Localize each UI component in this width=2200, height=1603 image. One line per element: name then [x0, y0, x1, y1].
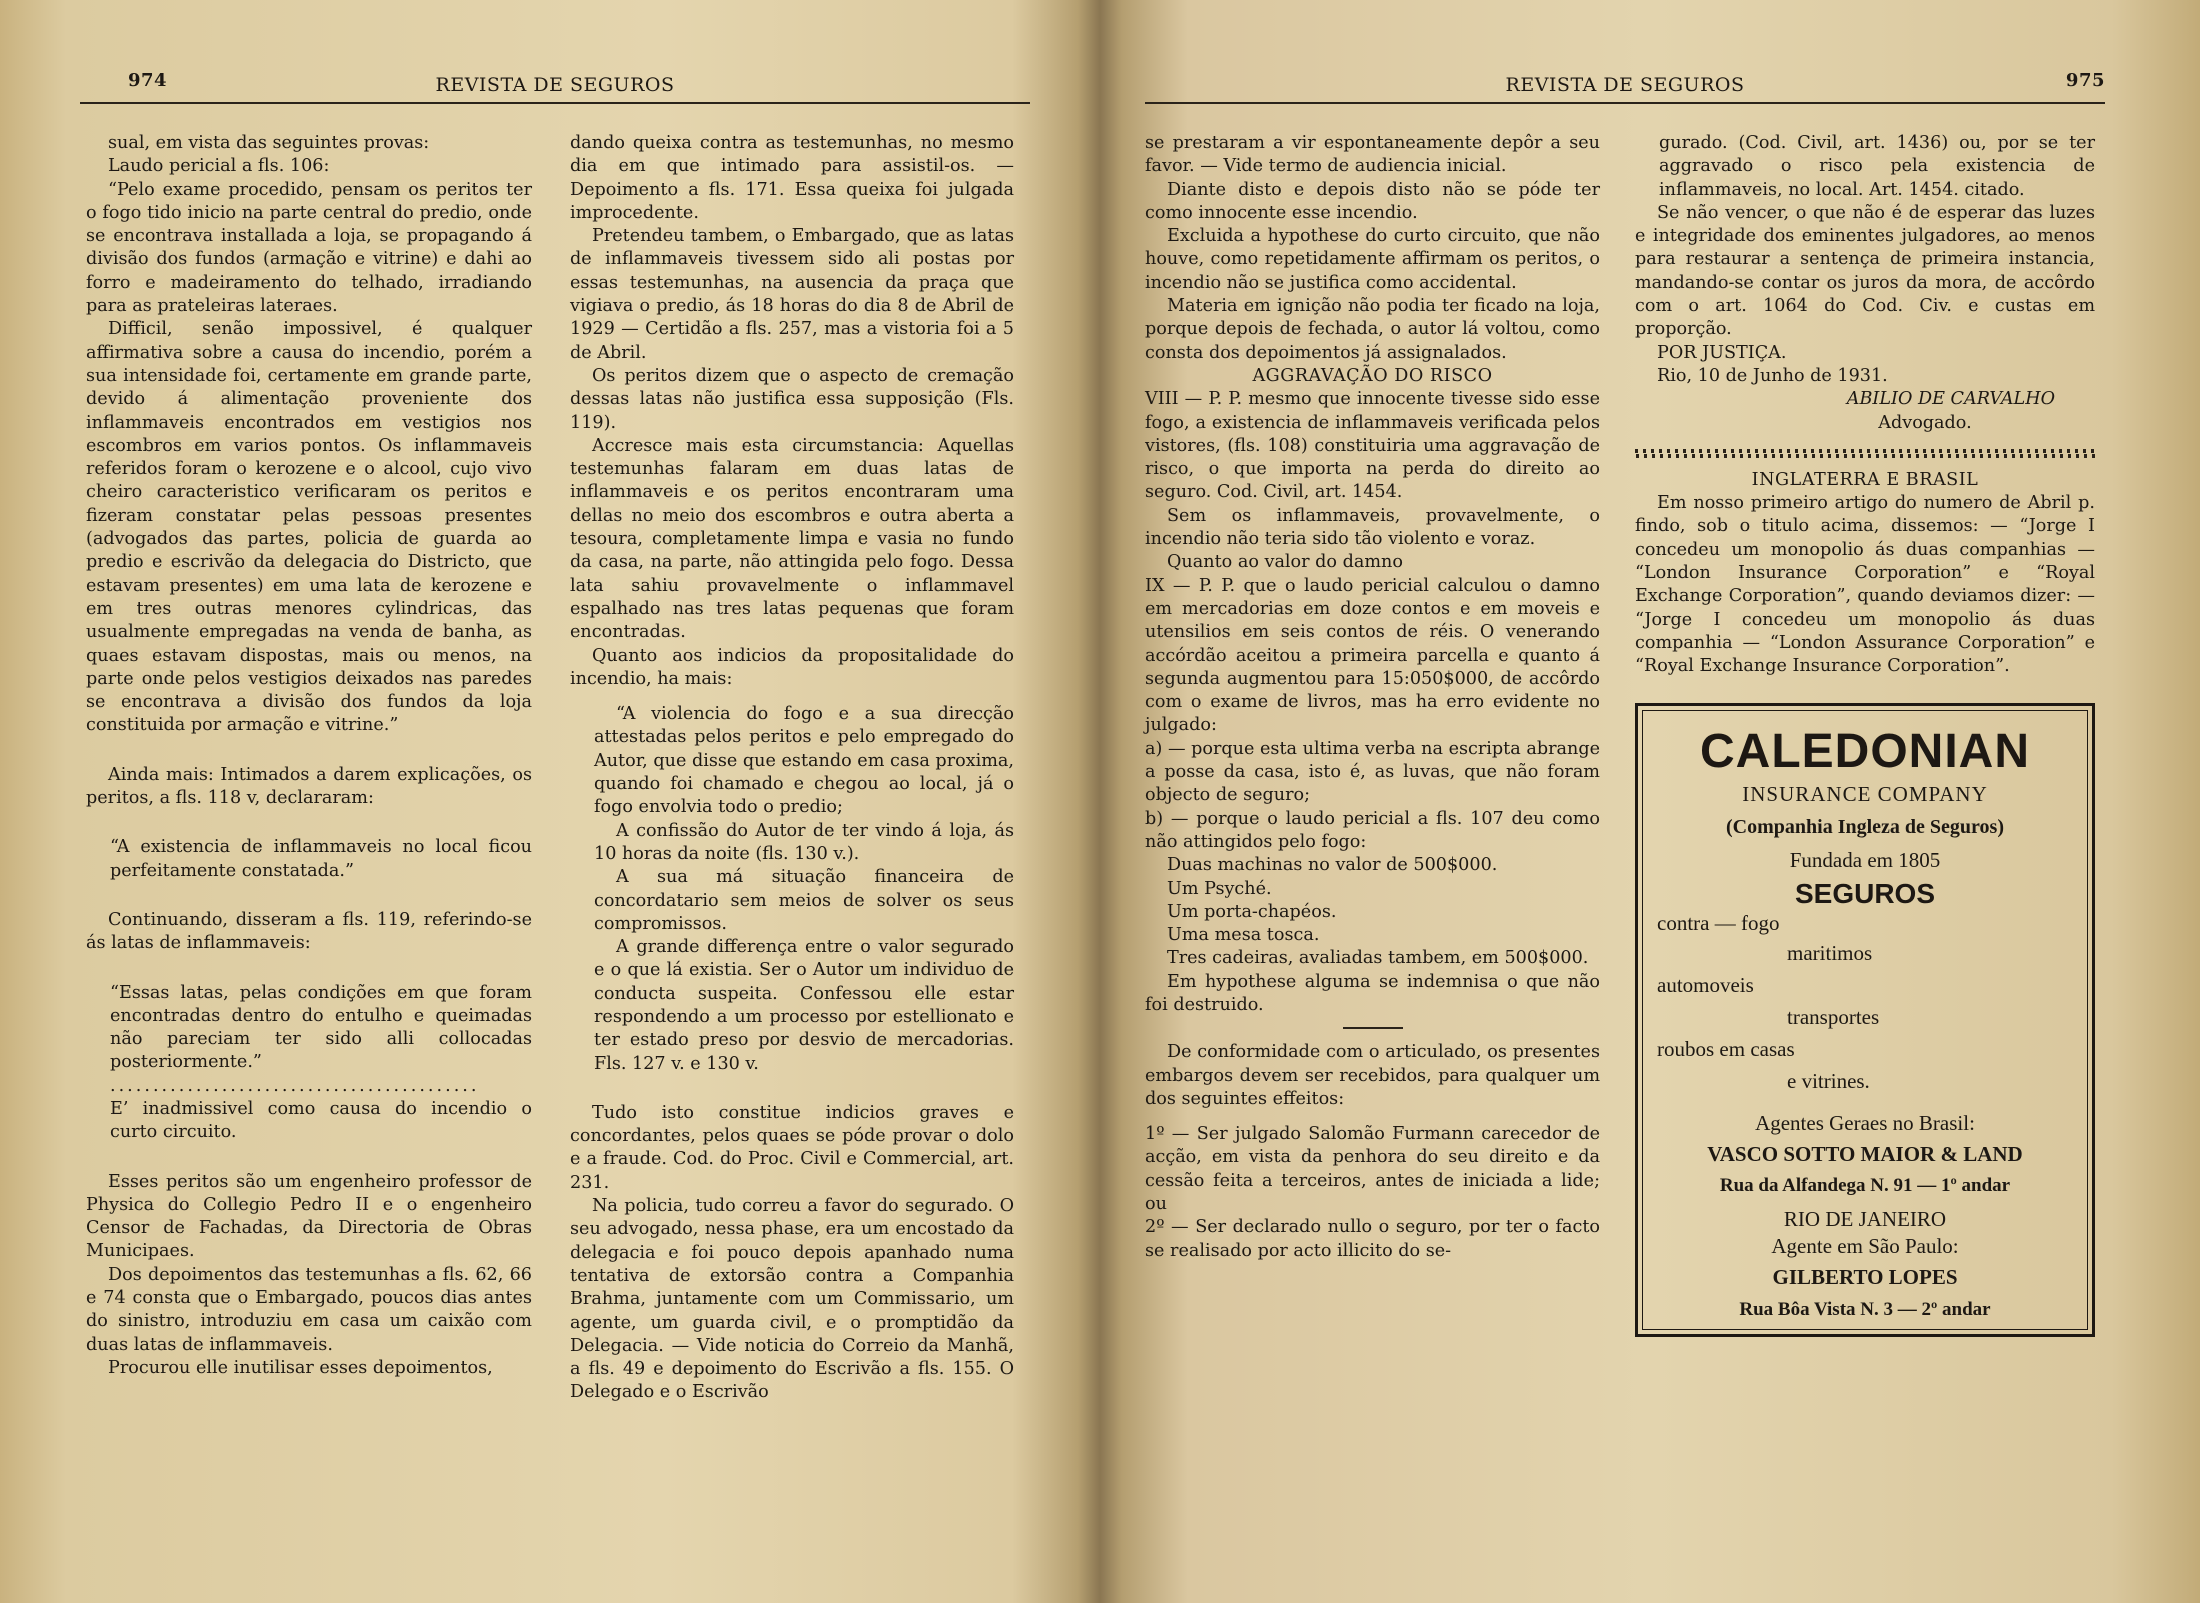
- paragraph: 2º — Ser declarado nullo o seguro, por ter o facto se realisado por acto illicito do se-: [1145, 1217, 1600, 1261]
- paragraph: se prestaram a vir espontaneamente depôr a seu favor. — Vide termo de audiencia inicial.: [1145, 133, 1600, 177]
- spacer: [1145, 1111, 1600, 1123]
- ad-address-rio: Rua da Alfandega N. 91 — 1º andar: [1719, 1175, 2011, 1197]
- paragraph: Difficil, senão impossivel, é qualquer affirmativa sobre a causa do incendio, porém a sua intensidade foi, certamente em grande parte, devido á alimentação proveniente dos inflammaveis encontrados em vestigios nos escombros em varios pontos. Os inflammaveis referidos foram o kerozene e o alcool, cujo vivo cheiro caracteristico verificaram os peritos e fizeram constatar pelas pessoas presentes (advogados das partes, policia de guarda ao predio e escrivão da delegacia do Districto, que estavam presentes) em uma lata de kerozene e em tres outras menores cylindricas, das usualmente empregadas na venda de banha, as quaes estavam dispostas, mais ou menos, na parte onde pelos vestigios deixados nas paredes se encontrava a divisão dos fundos da loja constituida por armação e vitrine.”: [86, 319, 532, 736]
- ad-agent-sp-label: Agente em São Paulo:: [1771, 1233, 1959, 1258]
- ad-subtitle: (Companhia Ingleza de Seguros): [1726, 815, 2004, 838]
- ad-founded: Fundada em 1805: [1789, 848, 1941, 873]
- paragraph: “Pelo exame procedido, pensam os peritos ter o fogo tido inicio na parte central do predio, onde se encontrava installada a loja, se propagando á divisão dos fundos (armação e vitrine) e dahi ao forro e madeiramento do telhado, irradiando para as prateleiras lateraes.: [86, 179, 532, 317]
- text-column-1: [86, 132, 532, 1380]
- paragraph: Dos depoimentos das testemunhas a fls. 62, 66 e 74 consta que o Embargado, poucos dias antes do sinistro, introduziu em casa um caixão com duas latas de inflammaveis.: [86, 1264, 532, 1355]
- paragraph: Quanto ao valor do damno: [1167, 552, 1403, 573]
- article-body: Em nosso primeiro artigo do numero de Abril p. findo, sob o titulo acima, dissemos: — “Jorge I concedeu um monopolio ás duas companhias — “London Insurance Corporation” e “Royal Exchange Corporation”, quando deviamos dizer: — “Jorge I concedeu um monopolio ás duas companhia — “London Assurance Corporation” e “Royal Exchange Insurance Corporation”.: [1635, 493, 2095, 677]
- page-number: 974: [128, 70, 168, 91]
- paragraph: Excluida a hypothese do curto circuito, que não houve, como repetidamente affirmam os peritos, o incendio não se justifica como accidental.: [1145, 226, 1600, 293]
- ad-coverage-list: [1657, 912, 2073, 1108]
- paragraph: Procurou elle inutilisar esses depoimentos,: [108, 1357, 493, 1378]
- paragraph: dando queixa contra as testemunhas, no mesmo dia em que intimado para assistil-os. — Depoimento a fls. 171. Essa queixa foi julgada improcedente.: [570, 133, 1014, 223]
- paragraph: Quanto aos indicios da propositalidade do incendio, ha mais:: [570, 645, 1014, 689]
- paragraph: “A violencia do fogo e a sua direcção attestadas pelos peritos e pelo empregado do Autor, que disse que estando em casa proxima, quando foi chamado e chegou ao local, já o fogo envolvia todo o predio;: [594, 704, 1015, 818]
- text-column-1: [1145, 132, 1600, 1263]
- paragraph: Sem os inflammaveis, provavelmente, o incendio não teria sido tão violento e voraz.: [1145, 505, 1600, 550]
- text-column-2: [570, 132, 1014, 1405]
- paragraph: Materia em ignição não podia ter ficado na loja, porque depois de fechada, o autor lá voltou, como consta dos depoimentos já assignalados.: [1145, 296, 1600, 363]
- paragraph: b) — porque o laudo pericial a fls. 107 deu como não attingidos pelo fogo:: [1145, 808, 1600, 852]
- paragraph: Uma mesa tosca.: [1167, 925, 1320, 946]
- right-page: [1145, 0, 2105, 1603]
- running-head-title: REVISTA DE SEGUROS: [435, 74, 675, 96]
- decorative-border: [1635, 447, 2095, 459]
- paragraph: Em hypothese alguma se indemnisa o que não foi destruido.: [1145, 971, 1600, 1015]
- left-page: [80, 0, 1030, 1603]
- running-header: [80, 62, 1030, 102]
- spacer: [86, 956, 532, 982]
- ad-agent-sp: GILBERTO LOPES: [1772, 1265, 1958, 1290]
- paragraph: POR JUSTIÇA.: [1657, 342, 1787, 363]
- paragraph: sual, em vista das seguintes provas:: [108, 133, 430, 153]
- page-number: 975: [2065, 70, 2105, 91]
- paragraph: Rio, 10 de Junho de 1931.: [1657, 365, 1888, 386]
- running-header: [1145, 62, 2105, 102]
- paragraph: Pretendeu tambem, o Embargado, que as latas de inflammaveis tivessem sido ali postas por essas testemunhas, na ausencia da praça que vigiava o predio, ás 18 horas do dia 8 de Abril de 1929 — Certidão a fls. 257, mas a vistoria foi a 5 de Abril.: [570, 226, 1014, 363]
- coverage-item: transportes: [1787, 1004, 1880, 1029]
- closing-text: [1635, 132, 2095, 388]
- paragraph: Um porta-chapéos.: [1167, 901, 1337, 922]
- header-rule: [1145, 102, 2105, 104]
- ad-agents: VASCO SOTTO MAIOR & LAND: [1707, 1142, 2023, 1167]
- signature-role: Advogado.: [1878, 412, 1972, 433]
- coverage-item: contra — fogo: [1657, 910, 1780, 935]
- paragraph: A confissão do Autor de ter vindo á loja, ás 10 horas da noite (fls. 130 v.).: [594, 820, 1014, 864]
- paragraph: Na policia, tudo correu a favor do segurado. O seu advogado, nessa phase, era um encostado da delegacia e foi pouco depois apanhado numa tentativa de extorsão contra a Companhia Brahma, juntamente com um Commissario, um agente, um guarda civil, e o promptidão da Delegacia. — Vide noticia do Correio da Manhã, a fls. 49 e depoimento do Escrivão a fls. 155. O Delegado e o Escrivão: [570, 1196, 1014, 1403]
- paragraph: Um Psyché.: [1167, 878, 1272, 899]
- ad-brand: CALEDONIAN: [1700, 724, 2030, 778]
- paragraph: 1º — Ser julgado Salomão Furmann carecedor de acção, em vista da penhora do seu direito e da cessão feita a terceiros, antes de iniciada a lide; ou: [1145, 1124, 1600, 1215]
- text-column-2: [1635, 132, 2095, 1337]
- spacer: [86, 738, 532, 764]
- ad-address-sp: Rua Bôa Vista N. 3 — 2º andar: [1739, 1298, 1991, 1320]
- running-head-title: REVISTA DE SEGUROS: [1505, 74, 1745, 96]
- paragraph: Accresce mais esta circumstancia: Aquellas testemunhas falaram em duas latas de inflammaveis e os peritos encontraram uma dellas no meio dos escombros e outra aberta a tesoura, completamente limpa e vasia no fundo da casa, na parte, não attingida pelo fogo. Dessa lata sahiu provavelmente o inflammavel espalhado nas tres latas pequenas que foram encontradas.: [570, 435, 1014, 643]
- paragraph: E’ inadmissivel como causa do incendio o curto circuito.: [110, 1098, 532, 1143]
- spacer: [86, 810, 532, 836]
- paragraph: ...........................................: [110, 1075, 480, 1096]
- paragraph: IX — P. P. que o laudo pericial calculou o damno em mercadorias em doze contos e em moveis e utensilios em seis contos de réis. O venerando accórdão aceitou a primeira parcella e quanto á segunda augmentou para 15:050$000, de accôrdo com o exame de livros, mas ha erro evidente no julgado:: [1145, 575, 1600, 736]
- section-heading: AGGRAVAÇÃO DO RISCO: [1252, 365, 1493, 386]
- ad-frame: [1642, 710, 2088, 1330]
- ad-agents-label: Agentes Geraes no Brasil:: [1755, 1110, 1975, 1135]
- coverage-item: maritimos: [1787, 940, 1873, 965]
- paragraph: gurado. (Cod. Civil, art. 1436) ou, por se ter aggravado o risco pela existencia de inflammaveis, no local. Art. 1454. citado.: [1659, 133, 2095, 200]
- paragraph: De conformidade com o articulado, os presentes embargos devem ser recebidos, para qualquer um dos seguintes effeitos:: [1145, 1042, 1600, 1109]
- header-rule: [80, 102, 1030, 104]
- caledonian-advertisement: [1635, 703, 2095, 1337]
- paragraph: A sua má situação financeira de concordatario sem meios de solver os seus compromissos.: [594, 867, 1014, 934]
- section-rule: [1343, 1027, 1403, 1029]
- paragraph: Continuando, disseram a fls. 119, referindo-se ás latas de inflammaveis:: [86, 909, 532, 954]
- spacer: [86, 1145, 532, 1171]
- paragraph: “Essas latas, pelas condições em que foram encontradas dentro do entulho e queimadas não pareciam ter sido alli collocadas posteriormente.”: [110, 982, 532, 1073]
- spacer: [570, 1076, 1014, 1102]
- paragraph: Laudo pericial a fls. 106:: [108, 156, 330, 177]
- coverage-item: roubos em casas: [1657, 1036, 1795, 1061]
- paragraph: Duas machinas no valor de 500$000.: [1167, 855, 1498, 876]
- paragraph: Diante disto e depois disto não se póde ter como innocente esse incendio.: [1145, 179, 1600, 223]
- paragraph: Os peritos dizem que o aspecto de cremação dessas latas não justifica essa supposição (Fls. 119).: [570, 365, 1014, 433]
- spacer: [570, 691, 1014, 703]
- paragraph: Tudo isto constitue indicios graves e concordantes, pelos quaes se póde provar o dolo e a fraude. Cod. do Proc. Civil e Commercial, art. 231.: [570, 1102, 1014, 1193]
- paragraph: Ainda mais: Intimados a darem explicações, os peritos, a fls. 118 v, declararam:: [86, 764, 532, 809]
- paragraph: Se não vencer, o que não é de esperar das luzes e integridade dos eminentes julgadores, ao menos para restaurar a sentença de primeira instancia, mandando-se contar os juros da mora, de accôrdo com o art. 1064 do Cod. Civ. e custas em proporção.: [1635, 202, 2095, 340]
- paragraph: a) — porque esta ultima verba na escripta abrange a posse da casa, isto é, as luvas, que não foram objecto de seguro;: [1145, 738, 1600, 806]
- ad-city: RIO DE JANEIRO: [1783, 1206, 1947, 1231]
- paragraph: VIII — P. P. mesmo que innocente tivesse sido esse fogo, a existencia de inflammaveis verificada pelos vistores, (fls. 108) constituiria uma aggravação de risco, o que importa na perda do direito ao seguro. Cod. Civil, art. 1454.: [1145, 389, 1600, 503]
- spacer: [86, 883, 532, 909]
- signature: ABILIO DE CARVALHO: [1846, 389, 2055, 410]
- ad-heading: SEGUROS: [1794, 878, 1936, 910]
- paragraph: A grande differença entre o valor segurado e o que lá existia. Ser o Autor um individuo de conducta suspeita. Confessou elle estar respondendo a um processo por estellionato e ter estado preso por desvio de mercadorias. Fls. 127 v. e 130 v.: [594, 937, 1014, 1074]
- coverage-item: automoveis: [1657, 972, 1754, 997]
- paragraph: Tres cadeiras, avaliadas tambem, em 500$000.: [1167, 948, 1589, 969]
- paragraph: Esses peritos são um engenheiro professor de Physica do Collegio Pedro II e o engenheiro Censor de Fachadas, da Directoria de Obras Municipaes.: [86, 1171, 532, 1262]
- paragraph: “A existencia de inflammaveis no local ficou perfeitamente constatada.”: [110, 837, 532, 881]
- ad-company: INSURANCE COMPANY: [1742, 781, 1988, 806]
- article-title: INGLATERRA E BRASIL: [1751, 469, 1979, 490]
- coverage-item: e vitrines.: [1787, 1068, 1870, 1093]
